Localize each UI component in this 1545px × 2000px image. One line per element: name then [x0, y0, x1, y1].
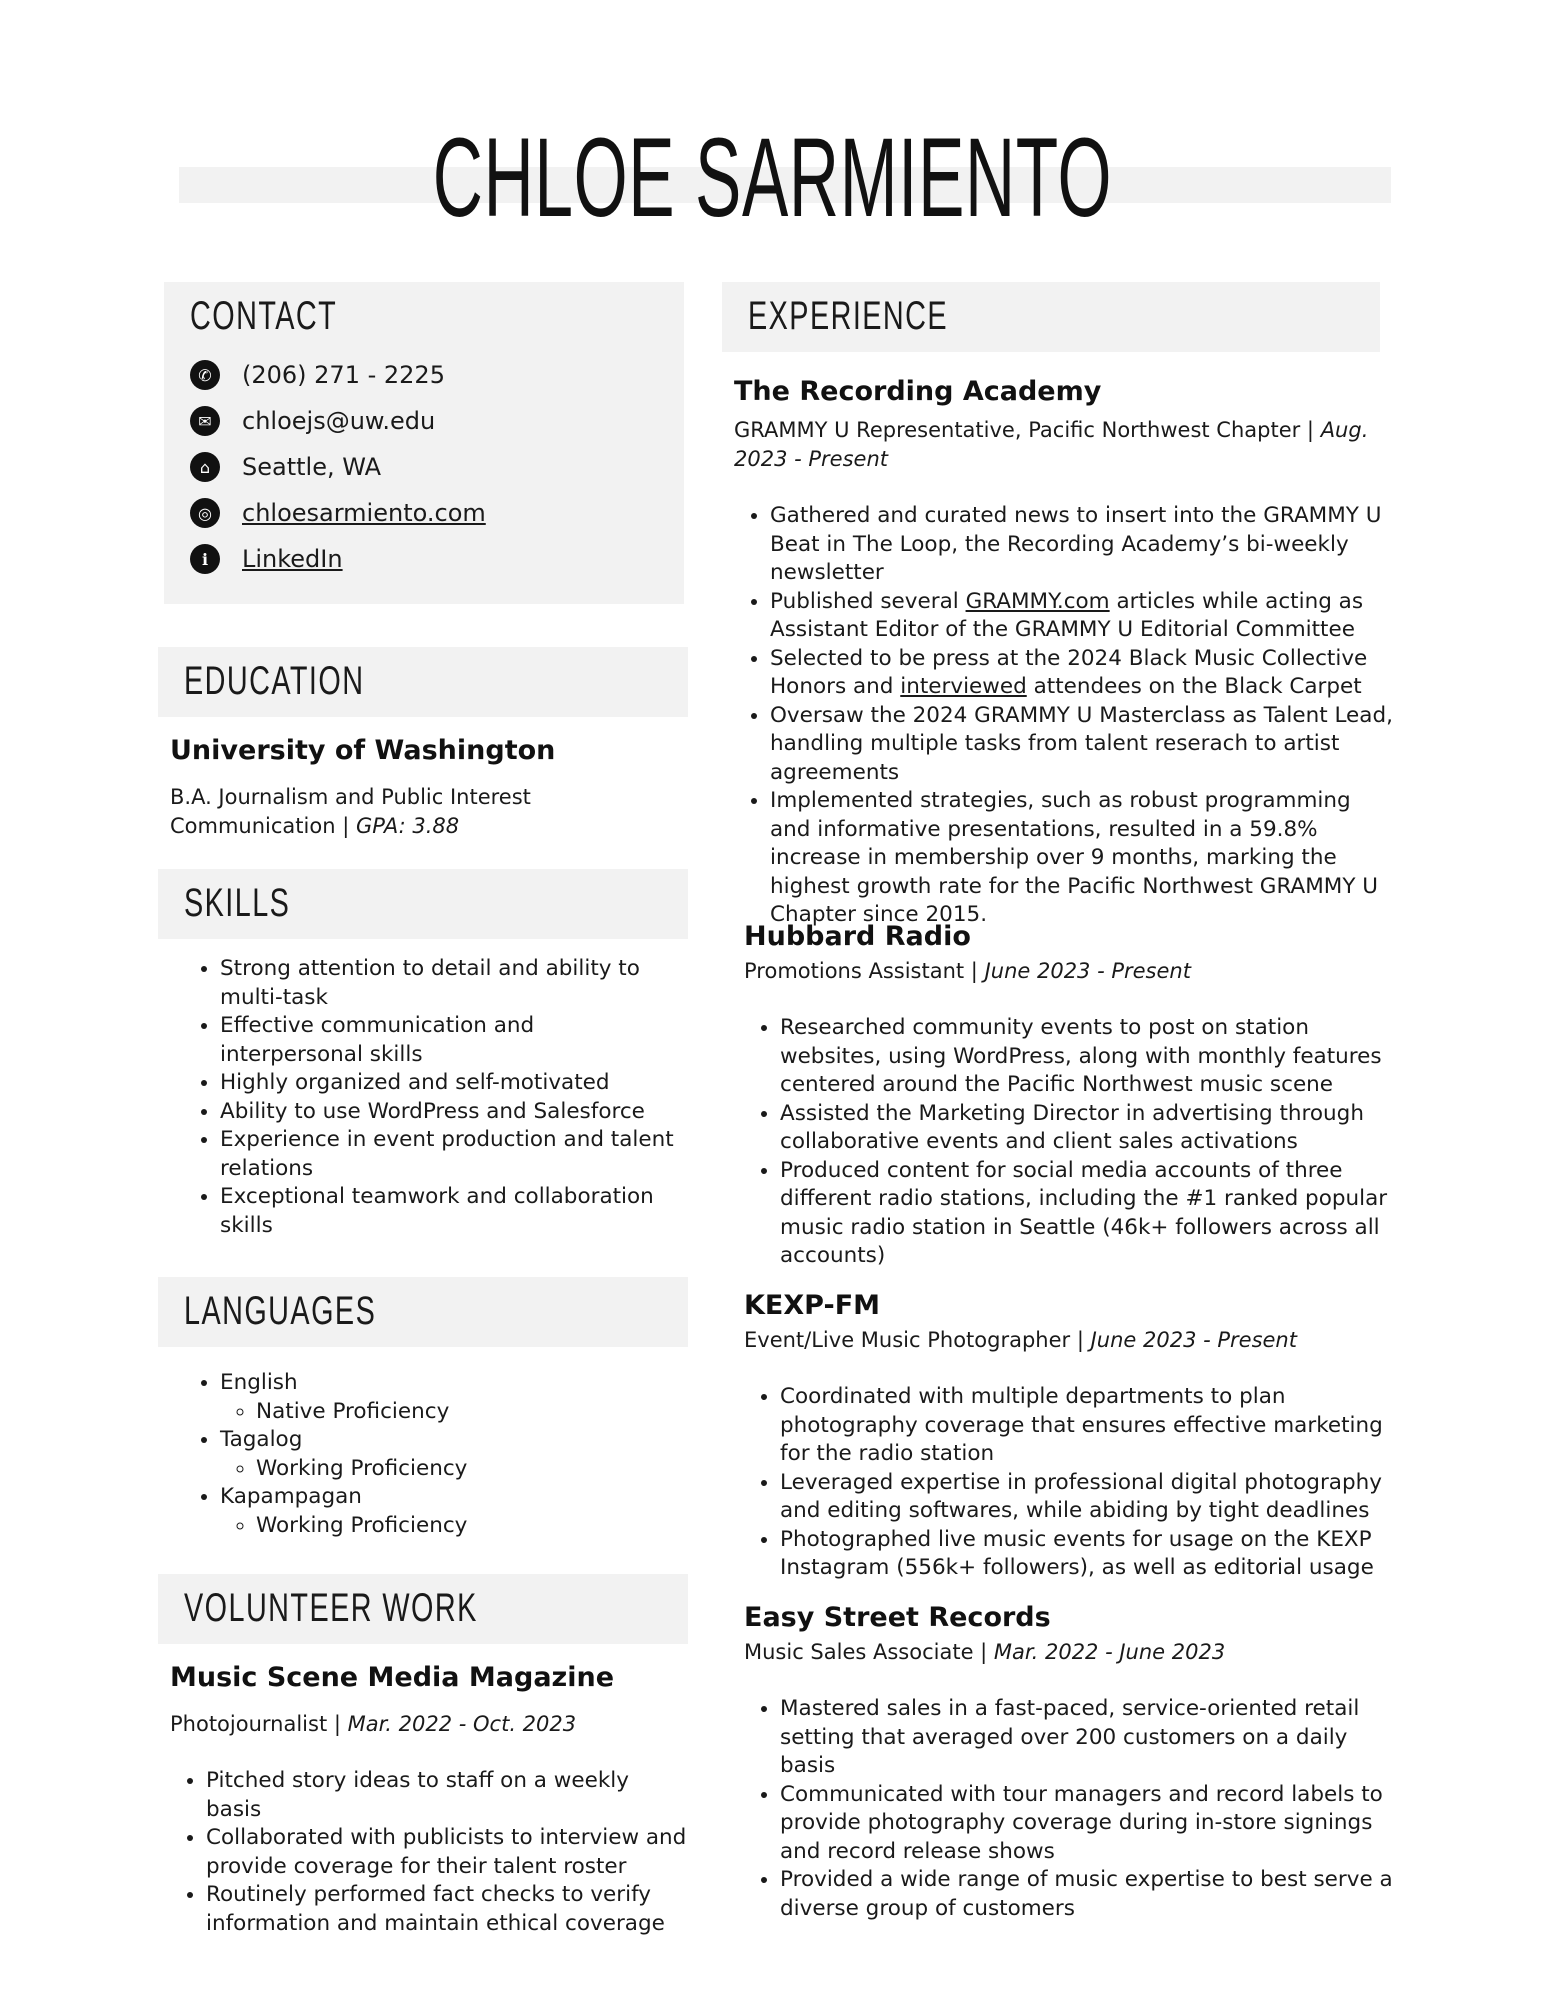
bullet-text: Selected to be press at the 2024 Black Music Collective Honors and — [770, 645, 1368, 699]
degree-text: B.A. Journalism and Public Interest Communication | — [170, 785, 531, 838]
list-item: • Routinely performed fact checks to verify information and maintain ethical coverage — [206, 1881, 688, 1938]
info-icon: i — [190, 544, 220, 574]
education-heading-bar — [158, 647, 688, 717]
volunteer-list — [170, 1767, 688, 1938]
interviewed-link[interactable]: interviewed — [900, 674, 1027, 699]
list-item — [220, 1369, 688, 1426]
job-bullets — [744, 1383, 1406, 1583]
job-org: KEXP-FM — [744, 1290, 881, 1321]
mail-icon: ✉ — [190, 406, 220, 436]
contact-linkedin — [164, 536, 684, 582]
list-item: • Implemented strategies, such as robust programming and informative presentations, resulted in a 59.8% increase in membership over 9 months, marking the highest growth rate for the Pacific Northwest GRAMMY U Chapter since 2015. — [770, 787, 1396, 930]
contact-heading: CONTACT — [190, 294, 338, 338]
list-item: ◦ Working Proficiency — [256, 1512, 688, 1541]
list-item: • Strong attention to detail and ability to multi-task — [220, 955, 676, 1012]
linkedin-link[interactable]: LinkedIn — [242, 545, 343, 573]
website-link[interactable]: chloesarmiento.com — [242, 499, 486, 527]
list-item: • Produced content for social media accounts of three different radio stations, including the #1 ranked popular music radio station in Seattle (46k+ followers across all accounts) — [780, 1157, 1406, 1271]
grammy-link[interactable]: GRAMMY.com — [965, 588, 1110, 614]
list-item: • Exceptional teamwork and collaboration skills — [220, 1183, 676, 1240]
language-name: English — [220, 1370, 298, 1395]
job-bullets — [734, 502, 1396, 930]
languages-section — [158, 1277, 688, 1540]
candidate-name: CHLOE SARMIENTO — [432, 115, 1113, 240]
job-bullets — [744, 1014, 1406, 1271]
job-role-line — [744, 1638, 1406, 1667]
list-item: • Gathered and curated news to insert into the GRAMMY U Beat in The Loop, the Recording Academy’s bi-weekly newsletter — [770, 502, 1396, 588]
job-role: GRAMMY U Representative, Pacific Northwest Chapter | — [734, 418, 1321, 442]
job-hubbard-radio — [744, 919, 1406, 1271]
list-item: • Photographed live music events for usage on the KEXP Instagram (556k+ followers), as well as editorial usage — [780, 1526, 1406, 1583]
list-item: • Provided a wide range of music expertise to best serve a diverse group of customers — [780, 1866, 1406, 1923]
globe-icon: ◎ — [190, 498, 220, 528]
job-dates: Aug. 2023 - Present — [734, 418, 1369, 471]
contact-website — [164, 490, 684, 536]
job-role-line — [744, 957, 1406, 986]
languages-heading: LANGUAGES — [184, 1289, 377, 1333]
list-item: • Coordinated with multiple departments to plan photography coverage that ensures effective marketing for the radio station — [780, 1383, 1406, 1469]
job-role: Music Sales Associate | — [744, 1640, 994, 1664]
list-item: • Researched community events to post on station websites, using WordPress, along with monthly features centered around the Pacific Northwest music scene — [780, 1014, 1406, 1100]
home-icon: ⌂ — [190, 452, 220, 482]
job-role-line — [744, 1326, 1406, 1355]
list-item: ◦ Working Proficiency — [256, 1455, 688, 1484]
list-item: • Assisted the Marketing Director in advertising through collaborative events and client sales activations — [780, 1100, 1406, 1157]
contact-location — [164, 444, 684, 490]
contact-phone — [164, 352, 684, 398]
contact-email — [164, 398, 684, 444]
job-org: Hubbard Radio — [744, 921, 971, 952]
education-heading: EDUCATION — [184, 659, 365, 703]
location-text: Seattle, WA — [242, 453, 382, 481]
contact-section — [164, 282, 684, 604]
job-org: The Recording Academy — [734, 376, 1102, 407]
list-item: • Communicated with tour managers and record labels to provide photography coverage during in-store signings and record release shows — [780, 1781, 1406, 1867]
list-item — [220, 1426, 688, 1483]
school-name: University of Washington — [170, 735, 556, 766]
skills-section — [158, 869, 688, 1240]
skills-list — [158, 955, 688, 1240]
job-kexp — [744, 1288, 1406, 1583]
job-dates: June 2023 - Present — [1090, 1328, 1297, 1352]
list-item: • Oversaw the 2024 GRAMMY U Masterclass as Talent Lead, handling multiple tasks from talent reserach to artist agreements — [770, 702, 1396, 788]
language-name: Kapampagan — [220, 1484, 362, 1509]
volunteer-role-line — [170, 1710, 688, 1739]
right-column — [722, 282, 1402, 1921]
skills-heading-bar — [158, 869, 688, 939]
phone-text: (206) 271 - 2225 — [242, 361, 445, 389]
job-role-line — [734, 416, 1396, 474]
bullet-text: articles while acting as Assistant Editor of the GRAMMY U Editorial Committee — [770, 588, 1364, 642]
volunteer-dates: Mar. 2022 - Oct. 2023 — [347, 1712, 577, 1736]
education-section — [158, 647, 688, 841]
list-item: • Highly organized and self-motivated — [220, 1069, 676, 1098]
gpa-text: GPA: 3.88 — [355, 814, 460, 838]
bullet-text: attendees on the Black Carpet — [1026, 674, 1362, 699]
job-dates: Mar. 2022 - June 2023 — [993, 1640, 1226, 1664]
volunteer-org: Music Scene Media Magazine — [170, 1662, 615, 1693]
list-item: ◦ Native Proficiency — [256, 1398, 688, 1427]
volunteer-section — [158, 1574, 688, 1938]
job-easy-street — [744, 1600, 1406, 1923]
experience-heading: EXPERIENCE — [748, 294, 949, 338]
phone-icon: ✆ — [190, 360, 220, 390]
volunteer-heading-bar — [158, 1574, 688, 1644]
list-item: • Mastered sales in a fast-paced, service-oriented retail setting that averaged over 200 customers on a daily basis — [780, 1695, 1406, 1781]
bullet-text: Published several — [770, 588, 966, 614]
contact-heading-bar — [164, 282, 684, 352]
language-name: Tagalog — [220, 1427, 303, 1452]
languages-list — [158, 1369, 688, 1540]
list-item: • Collaborated with publicists to interview and provide coverage for their talent roster — [206, 1824, 688, 1881]
list-item: • Ability to use WordPress and Salesforce — [220, 1098, 676, 1127]
job-org: Easy Street Records — [744, 1602, 1051, 1633]
job-bullets — [744, 1695, 1406, 1923]
experience-heading-bar — [722, 282, 1380, 352]
list-item: • Effective communication and interpersonal skills — [220, 1012, 676, 1069]
job-dates: June 2023 - Present — [984, 959, 1191, 983]
job-role: Promotions Assistant | — [744, 959, 985, 983]
list-item: • Leveraged expertise in professional digital photography and editing softwares, while abiding by tight deadlines — [780, 1469, 1406, 1526]
volunteer-role: Photojournalist | — [170, 1712, 348, 1736]
volunteer-heading: VOLUNTEER WORK — [184, 1586, 478, 1630]
skills-heading: SKILLS — [184, 881, 291, 925]
list-item — [770, 645, 1396, 702]
degree-line — [170, 783, 688, 841]
list-item — [770, 588, 1396, 645]
email-text: chloejs@uw.edu — [242, 407, 436, 435]
languages-heading-bar — [158, 1277, 688, 1347]
list-item — [220, 1483, 688, 1540]
job-recording-academy — [734, 374, 1396, 930]
job-role: Event/Live Music Photographer | — [744, 1328, 1091, 1352]
left-column — [158, 282, 688, 1936]
list-item: • Experience in event production and talent relations — [220, 1126, 676, 1183]
list-item: • Pitched story ideas to staff on a weekly basis — [206, 1767, 688, 1824]
